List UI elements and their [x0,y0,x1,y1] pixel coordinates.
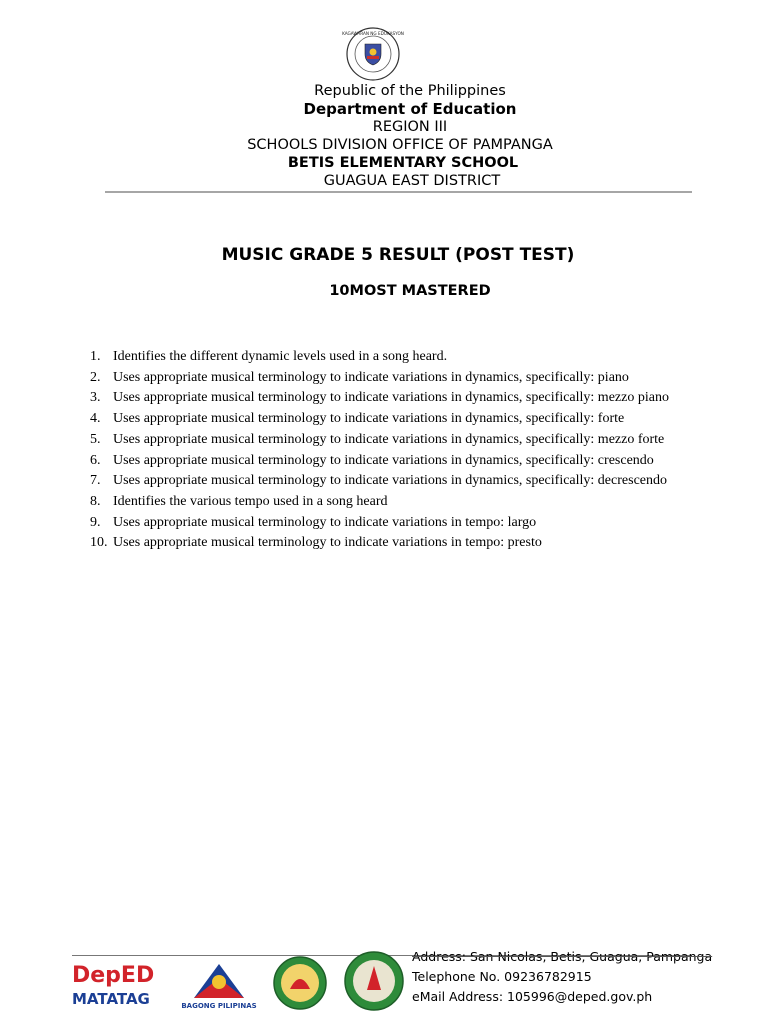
list-item: 10. Uses appropriate musical terminology to indicate variations in tempo: presto [90,535,542,551]
list-item: 8. Identifies the various tempo used in a song heard [90,493,388,509]
svg-text:MATATAG: MATATAG [72,990,150,1008]
bagong-pilipinas-logo-icon [174,958,264,1010]
list-item: 5. Uses appropriate musical terminology to indicate variations in dynamics, specifically: mezzo forte [90,431,665,447]
division-seal-icon [263,955,337,1011]
district-line: GUAGUA EAST DISTRICT [323,173,501,189]
list-item: 6. Uses appropriate musical terminology to indicate variations in dynamics, specifically: crescendo [90,452,654,468]
footer-telephone: Telephone No. 09236782915 [412,969,592,984]
list-item: 2. Uses appropriate musical terminology to indicate variations in dynamics, specifically: piano [90,369,629,385]
list-item: 7. Uses appropriate musical terminology to indicate variations in dynamics, specifically: decrescendo [90,473,667,489]
republic-line: Republic of the Philippines [314,83,506,99]
page-title: MUSIC GRADE 5 RESULT (POST TEST) [221,245,575,265]
deped-seal-icon [334,26,412,82]
deped-matatag-logo-icon [70,958,166,1010]
header-divider [105,191,692,193]
mastered-list [90,347,669,554]
department-line: Department of Education [303,100,517,118]
svg-text:KAGAWARAN NG EDUKASYON: KAGAWARAN NG EDUKASYON [342,31,404,36]
division-line: SCHOOLS DIVISION OFFICE OF PAMPANGA [247,137,553,153]
svg-text:BAGONG PILIPINAS: BAGONG PILIPINAS [181,1002,257,1010]
footer-email: eMail Address: 105996@deped.gov.ph [412,989,653,1004]
list-item: 1. Identifies the different dynamic levels used in a song heard. [90,349,448,364]
region-line: REGION III [372,119,448,135]
list-item: 9. Uses appropriate musical terminology to indicate variations in tempo: largo [90,514,537,530]
footer-address: Address: San Nicolas, Betis, Guagua, Pampanga [412,949,713,964]
list-item: 4. Uses appropriate musical terminology to indicate variations in dynamics, specifically: forte [90,411,625,427]
school-name: BETIS ELEMENTARY SCHOOL [287,155,519,171]
svg-text:DepED: DepED [72,963,155,988]
page-subtitle: 10MOST MASTERED [329,283,491,299]
list-item: 3. Uses appropriate musical terminology to indicate variations in dynamics, specifically: mezzo piano [90,390,669,406]
school-seal-icon [338,950,410,1012]
